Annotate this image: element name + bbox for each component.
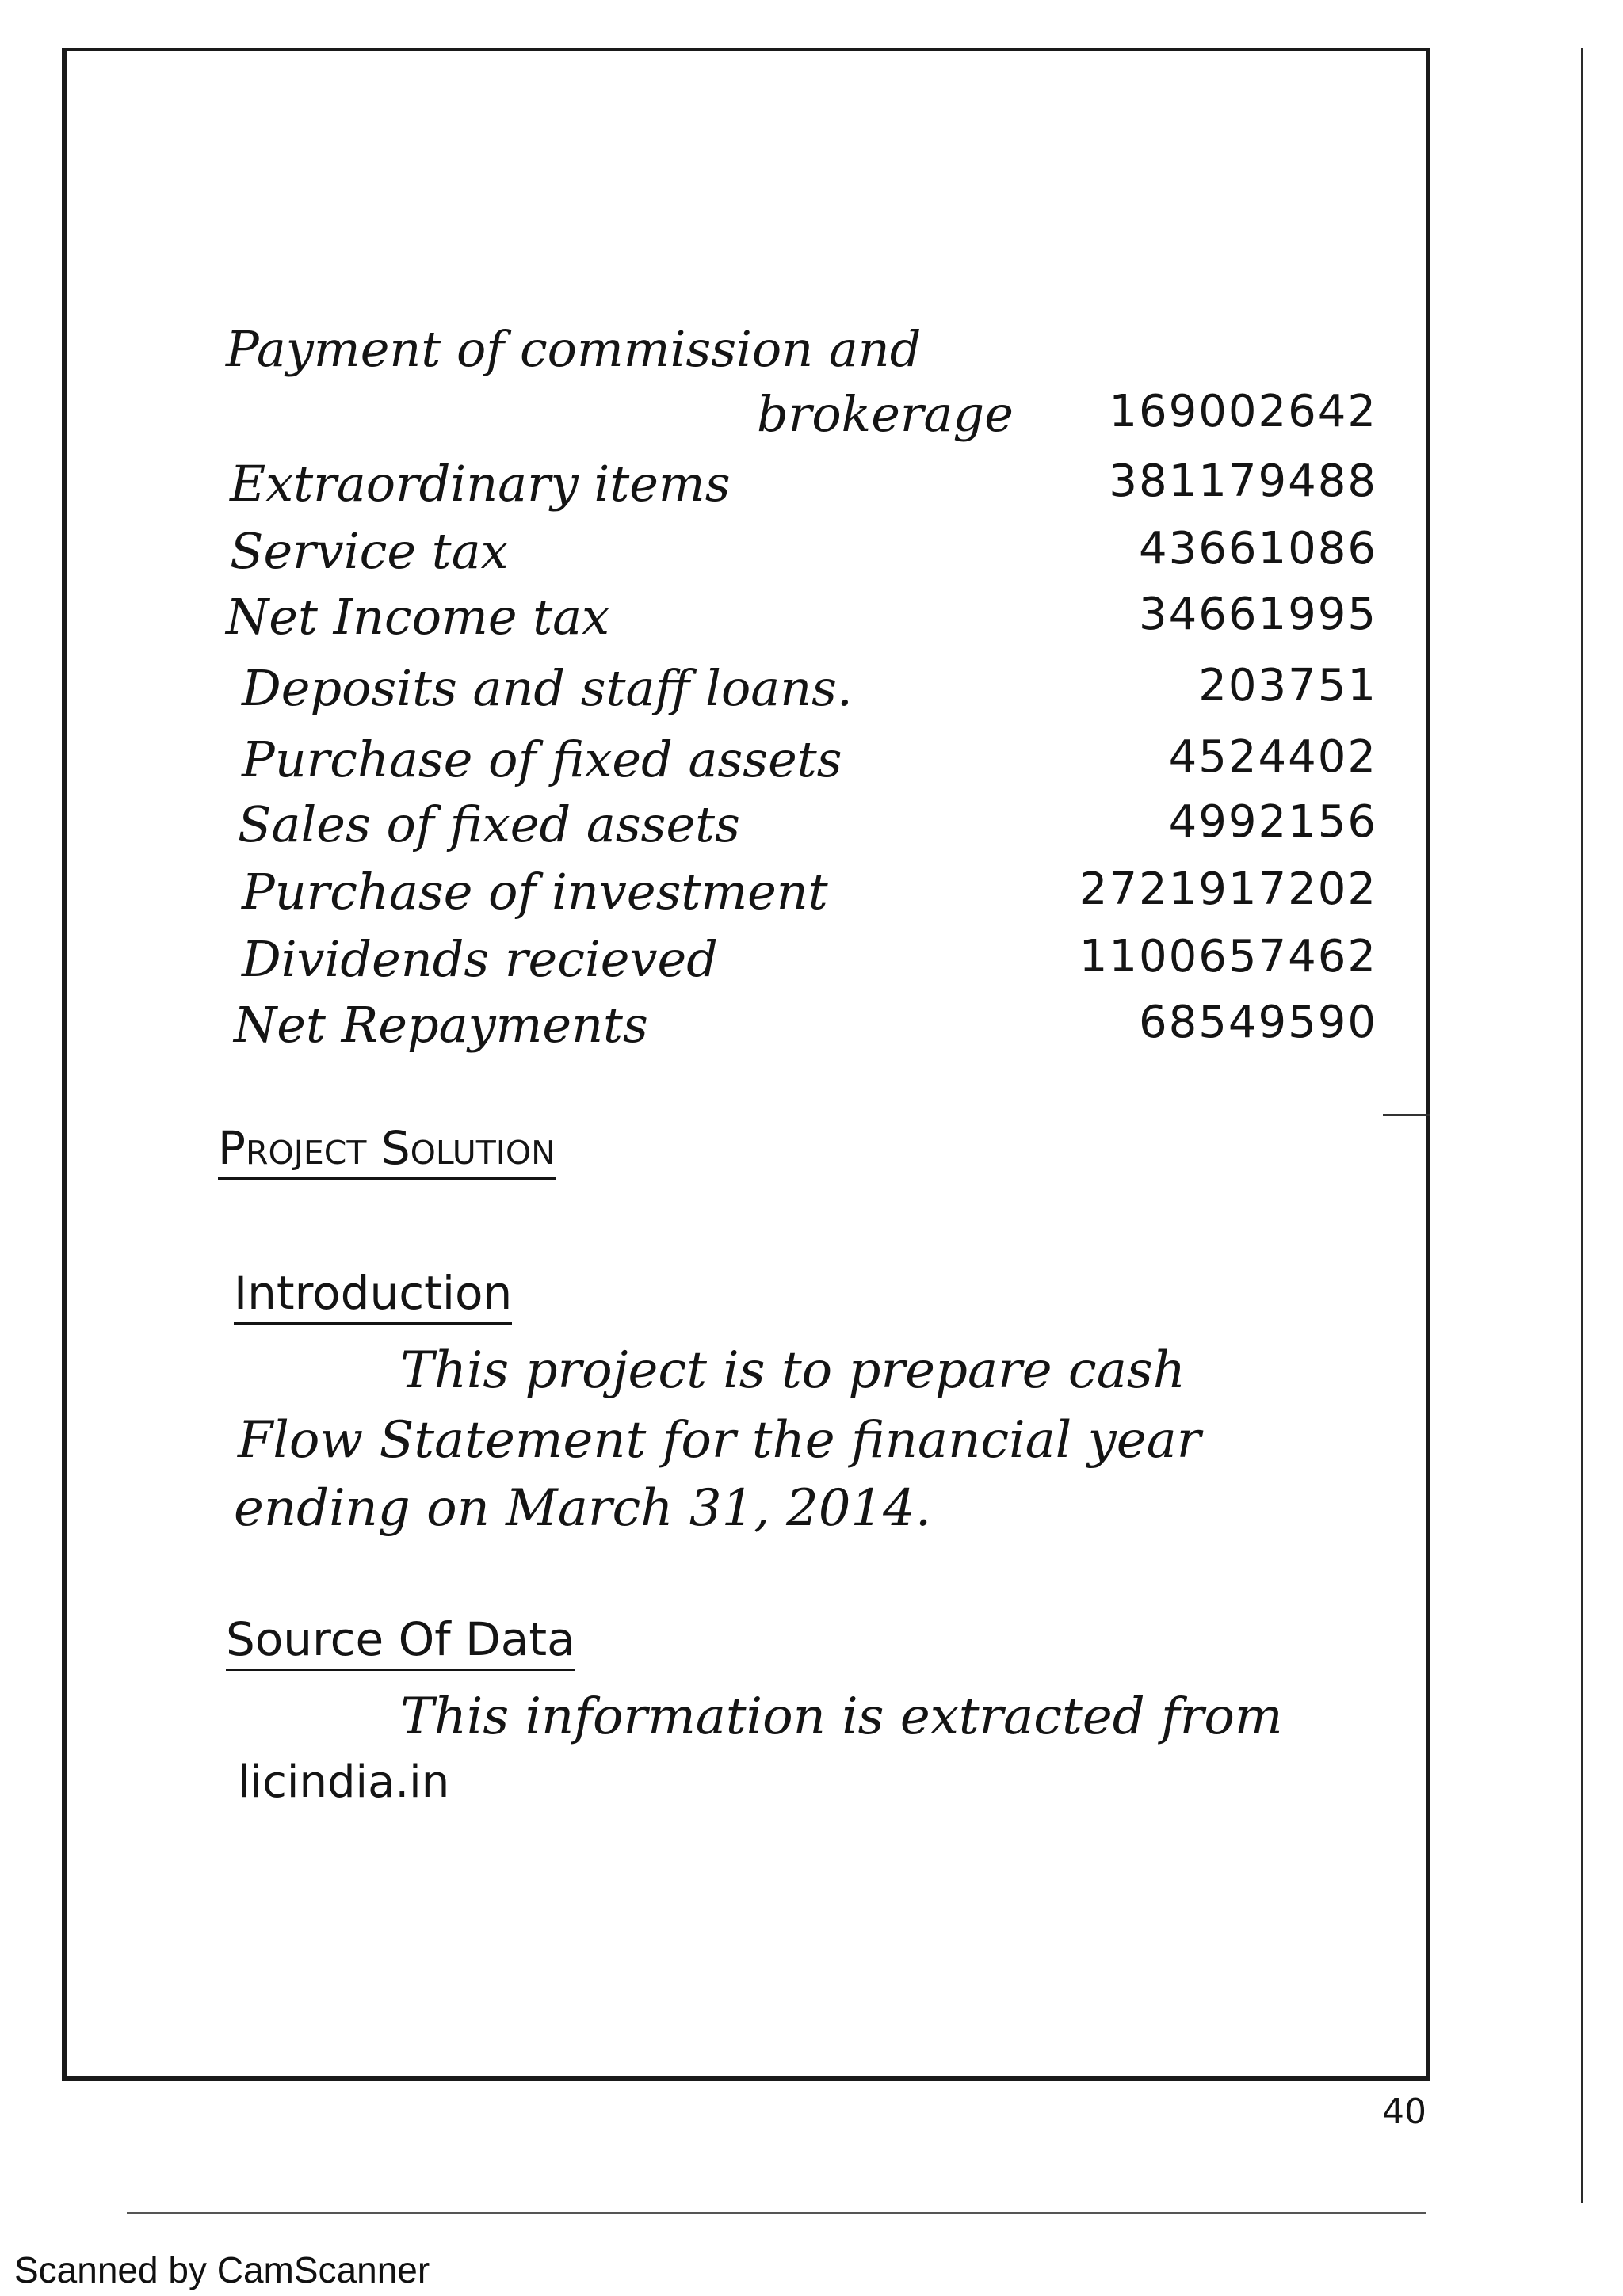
divider-line — [1383, 1114, 1430, 1116]
payment-amount: 169002642 — [1109, 386, 1377, 437]
payment-amount: 4524402 — [1168, 731, 1377, 783]
payment-label: Net Income tax — [226, 588, 610, 646]
section-title: Project Solution — [218, 1125, 556, 1180]
source-line: This information is extracted from — [400, 1688, 1283, 1746]
payment-label: Service tax — [230, 522, 509, 580]
introduction-line: ending on March 31, 2014. — [234, 1479, 932, 1538]
introduction-heading: Introduction — [234, 1270, 512, 1325]
payment-label-continuation: brokerage — [757, 385, 1014, 443]
scanner-footer: Scanned by CamScanner — [14, 2249, 430, 2290]
payment-amount: 381179488 — [1109, 456, 1377, 507]
payment-label: Extraordinary items — [230, 455, 731, 513]
payment-amount: 4992156 — [1168, 796, 1377, 848]
payment-amount: 43661086 — [1138, 523, 1377, 574]
payment-label: Deposits and staff loans. — [242, 659, 853, 717]
payment-amount: 34661995 — [1138, 589, 1377, 640]
bottom-divider — [127, 2212, 1426, 2214]
payment-label: Purchase of fixed assets — [242, 730, 842, 788]
payment-label: Sales of fixed assets — [238, 795, 740, 853]
payment-amount: 2721917202 — [1079, 864, 1377, 915]
introduction-line: This project is to prepare cash — [400, 1341, 1186, 1400]
source-url: licindia.in — [238, 1756, 450, 1808]
payment-amount: 68549590 — [1138, 997, 1377, 1048]
source-heading: Source Of Data — [226, 1616, 575, 1671]
payment-amount: 1100657462 — [1079, 931, 1377, 982]
payment-amount: 203751 — [1198, 660, 1377, 711]
payment-label: Payment of commission and — [226, 320, 922, 378]
page-number: 40 — [1382, 2092, 1426, 2132]
page-edge-line — [1581, 48, 1583, 2203]
payment-label: Dividends recieved — [242, 930, 718, 988]
payment-label: Purchase of investment — [242, 863, 828, 921]
payment-label: Net Repayments — [234, 996, 648, 1054]
introduction-line: Flow Statement for the financial year — [238, 1411, 1201, 1470]
